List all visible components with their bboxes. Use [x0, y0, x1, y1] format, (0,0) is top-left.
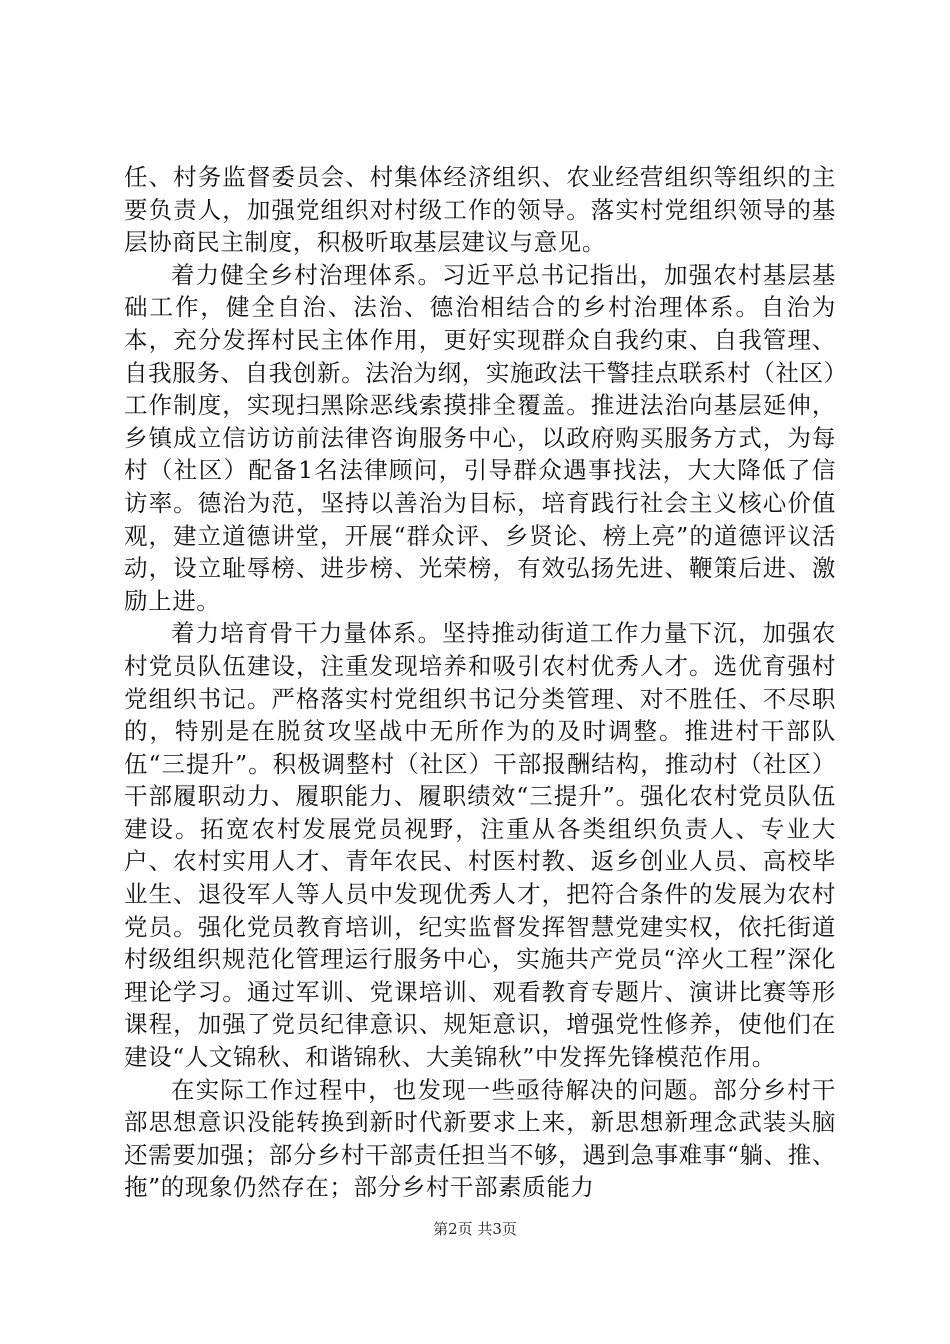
paragraph-2: 着力健全乡村治理体系。习近平总书记指出，加强农村基层基础工作，健全自治、法治、德治相结合的乡村治理体系。自治为本，充分发挥村民主体作用，更好实现群众自我约束、自我管理、自我服务、自我创新。法治为纲，实施政法干警挂点联系村（社区）工作制度，实现扫黑除恶线索摸排全覆盖。推进法治向基层延伸，乡镇成立信访访前法律咨询服务中心，以政府购买服务方式，为每村（社区）配备1名法律顾问，引导群众遇事找法，大大降低了信访率。德治为范，坚持以善治为目标，培育践行社会主义核心价值观，建立道德讲堂，开展“群众评、乡贤论、榜上亮”的道德评议活动，设立耻辱榜、进步榜、光荣榜，有效弘扬先进、鞭策后进、激励上进。	[124, 260, 836, 615]
paragraph-1: 任、村务监督委员会、村集体经济组织、农业经营组织等组织的主要负责人，加强党组织对村级工作的领导。落实村党组织领导的基层协商民主制度，积极听取基层建议与意见。	[124, 163, 836, 257]
paragraph-3: 着力培育骨干力量体系。坚持推动街道工作力量下沉，加强农村党员队伍建设，注重发现培养和吸引农村优秀人才。选优育强村党组织书记。严格落实村党组织书记分类管理、对不胜任、不尽职的，特别是在脱贫攻坚战中无所作为的及时调整。推进村干部队伍“三提升”。积极调整村（社区）干部报酬结构，推动村（社区）干部履职动力、履职能力、履职绩效“三提升”。强化农村党员队伍建设。拓宽农村发展党员视野，注重从各类组织负责人、专业大户、农村实用人才、青年农民、村医村教、返乡创业人员、高校毕业生、退役军人等人员中发现优秀人才，把符合条件的发展为农村党员。强化党员教育培训，纪实监督发挥智慧党建实权，依托街道村级组织规范化管理运行服务中心，实施共产党员“淬火工程”深化理论学习。通过军训、党课培训、观看教育专题片、演讲比赛等形课程，加强了党员纪律意识、规矩意识，增强党性修养，使他们在建设“人文锦秋、和谐锦秋、大美锦秋”中发挥先锋模范作用。	[124, 619, 836, 1072]
page-number-footer: 第2页 共3页	[433, 1220, 517, 1238]
paragraph-4: 在实际工作过程中，也发现一些亟待解决的问题。部分乡村干部思想意识没能转换到新时代新要求上来，新思想新理念武装头脑还需要加强；部分乡村干部责任担当不够，遇到急事难事“躺、推、拖”的现象仍然存在；部分乡村干部素质能力	[124, 1075, 836, 1202]
document-body	[124, 161, 836, 1204]
